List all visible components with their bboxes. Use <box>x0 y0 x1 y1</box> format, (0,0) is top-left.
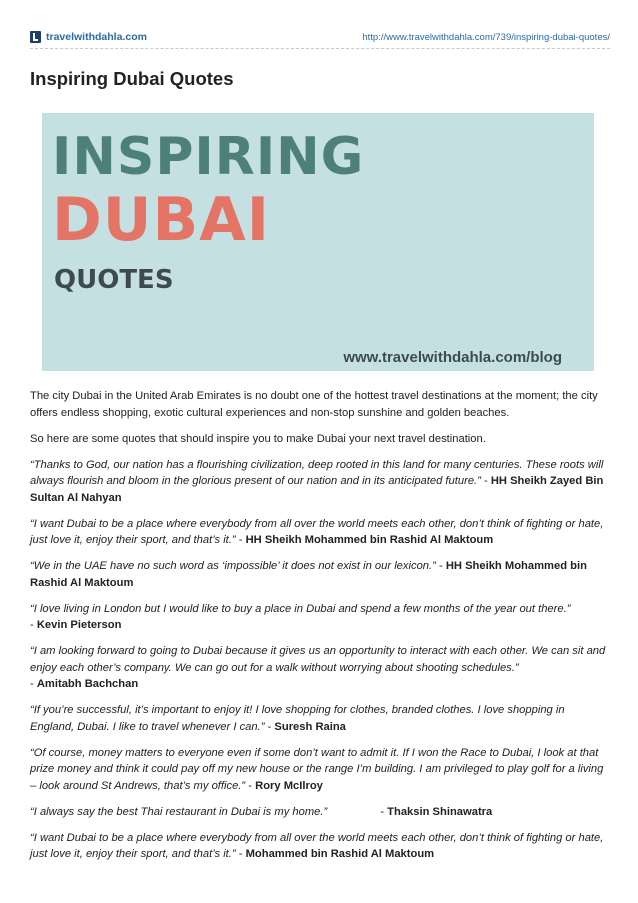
quote-separator: - <box>264 720 275 733</box>
quote-separator: - <box>245 779 256 792</box>
quote-item <box>30 745 610 795</box>
quote-text: “Of course, money matters to everyone even if some don’t want to admit it. If I won the Race to Dubai, I look at that prize money and think it could pay off my new house or the range I’m building. I am privileged to play golf for a living – look around St Andrews, that’s my office.” <box>30 746 604 792</box>
site-favicon-icon <box>30 31 41 43</box>
quote-text: “I am looking forward to going to Dubai because it gives us an opportunity to interact with each other. We can sit and enjoy each other’s company. We can go out for a walk without worrying about shooting schedules.” <box>30 645 606 674</box>
quote-item <box>30 830 610 863</box>
quote-text: “I want Dubai to be a place where everybody from all over the world meets each other, don’t think of fighting or hate, just love it, enjoy their sport, and that’s it.” <box>30 831 604 860</box>
quote-separator: - <box>435 560 446 572</box>
quote-author: HH Sheikh Zayed Bin Sultan Al Nahyan <box>30 475 604 504</box>
article-body <box>30 388 610 872</box>
quote-separator: - <box>235 534 246 546</box>
quote-text: “If you’re successful, it’s important to enjoy it! I love shopping for clothes, branded clothes. I love shopping in England, Dubai. I like to travel whenever I can.” <box>30 704 565 733</box>
quote-text: “We in the UAE have no such word as ‘impossible’ it does not exist in our lexicon.” <box>30 560 436 572</box>
quote-author: HH Sheikh Mohammed bin Rashid Al Maktoum <box>30 560 587 589</box>
quote-item <box>30 804 610 821</box>
banner-image <box>42 113 594 371</box>
quote-separator: - <box>480 475 491 487</box>
quote-separator: - <box>235 848 246 860</box>
quote-item <box>30 516 610 549</box>
site-name[interactable]: travelwithdahla.com <box>46 31 147 43</box>
quote-separator: - <box>377 805 388 818</box>
banner-line-quotes: QUOTES <box>54 265 174 295</box>
banner-line-dubai: DUBAI <box>52 185 271 255</box>
page-url-link[interactable]: http://www.travelwithdahla.com/739/inspiring-dubai-quotes/ <box>362 31 610 43</box>
banner-line-inspiring: INSPIRING <box>52 127 365 187</box>
banner-url: www.travelwithdahla.com/blog <box>343 349 562 366</box>
quote-author: Rory McIlroy <box>255 779 323 792</box>
quote-author: Thaksin Shinawatra <box>387 805 493 818</box>
quote-author: Kevin Pieterson <box>36 619 122 631</box>
page-title: Inspiring Dubai Quotes <box>30 68 234 89</box>
intro-paragraph: The city Dubai in the United Arab Emirates is no doubt one of the hottest travel destinations at the moment; the city offers endless shopping, exotic cultural experiences and non-stop sunshine and golden beaches. <box>30 390 598 419</box>
header-divider <box>30 48 610 49</box>
site-brand[interactable] <box>30 31 147 43</box>
quote-author: HH Sheikh Mohammed bin Rashid Al Maktoum <box>245 534 494 546</box>
quote-author: Amitabh Bachchan <box>36 678 139 690</box>
quote-author: Suresh Raina <box>274 720 346 733</box>
quote-text: “I always say the best Thai restaurant in Dubai is my home.” <box>30 805 328 818</box>
quote-text: “Thanks to God, our nation has a flourishing civilization, deep rooted in this land for many centuries. These roots will always flourish and bloom in the glorious present of our nation and in its anticipated future.” <box>30 458 604 487</box>
page-header <box>30 27 610 47</box>
quote-separator: - <box>30 678 37 690</box>
quote-author: Mohammed bin Rashid Al Maktoum <box>245 848 435 860</box>
quote-separator: - <box>30 619 37 631</box>
quote-item <box>30 643 610 693</box>
quote-item <box>30 601 610 634</box>
intro-paragraph: So here are some quotes that should inspire you to make Dubai your next travel destination. <box>30 432 486 445</box>
quote-item <box>30 457 610 507</box>
quote-item <box>30 558 610 591</box>
quote-text: “I love living in London but I would like to buy a place in Dubai and spend a few months of the year out there.” <box>30 602 571 615</box>
quote-text: “I want Dubai to be a place where everybody from all over the world meets each other, don’t think of fighting or hate, just love it, enjoy their sport, and that’s it.” <box>30 517 604 546</box>
quote-item <box>30 702 610 735</box>
